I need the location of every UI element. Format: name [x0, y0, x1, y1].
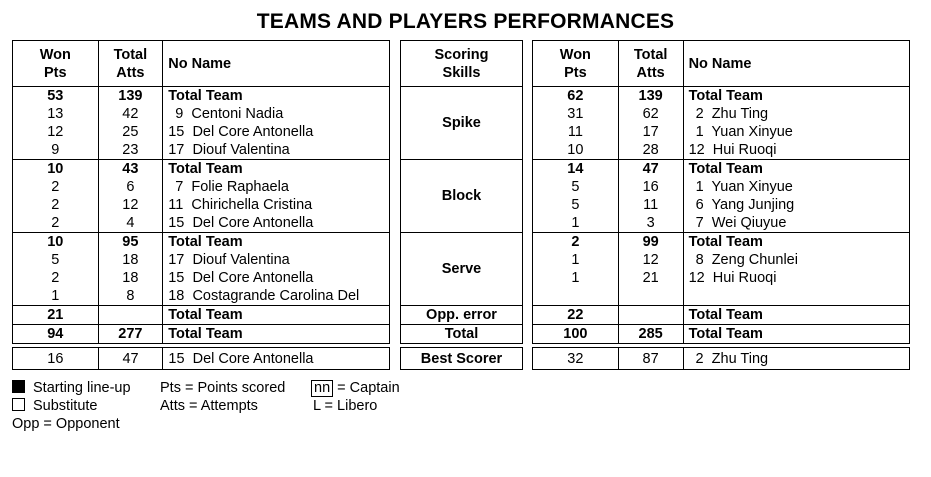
name-cell: Total Team	[163, 160, 390, 179]
table-row	[533, 325, 910, 344]
legend-middle	[160, 379, 285, 415]
table-row	[533, 196, 910, 214]
player-cell: 6 Yang Junjing	[683, 196, 909, 214]
table-row	[533, 214, 910, 233]
header-no-name: No Name	[163, 41, 390, 87]
legend-pts: Pts = Points scored	[160, 380, 286, 396]
won-pts-cell: 1	[533, 269, 619, 287]
table-row	[533, 160, 910, 179]
table-row	[13, 214, 390, 233]
atts-cell: 12	[618, 251, 683, 269]
name-cell: Total Team	[163, 306, 390, 325]
player-cell: 7 Folie Raphaela	[163, 178, 390, 196]
atts-cell: 87	[618, 348, 683, 370]
won-pts-cell: 5	[533, 178, 619, 196]
won-pts-cell: 21	[13, 306, 99, 325]
legend-substitute: Substitute	[12, 397, 131, 415]
captain-box: nn	[311, 380, 333, 397]
header-no-name: No Name	[683, 41, 909, 87]
skill-spike: Spike	[401, 87, 523, 160]
table-row	[533, 87, 910, 106]
skill-best-scorer: Best Scorer	[401, 348, 523, 370]
atts-cell: 28	[618, 141, 683, 160]
name-cell: Total Team	[163, 87, 390, 106]
atts-cell: 42	[98, 105, 163, 123]
atts-cell: 6	[98, 178, 163, 196]
left-team-table	[12, 40, 390, 344]
player-cell: 1 Yuan Xinyue	[683, 123, 909, 141]
skill-opp-error: Opp. error	[401, 306, 523, 325]
won-pts-cell: 22	[533, 306, 619, 325]
table-row	[533, 233, 910, 252]
player-cell: 8 Zeng Chunlei	[683, 251, 909, 269]
name-cell: Total Team	[683, 325, 909, 344]
won-pts-cell: 16	[13, 348, 99, 370]
legend-atts: Atts = Attempts	[160, 398, 258, 414]
name-cell: Total Team	[683, 233, 909, 252]
legend-starting: Starting line-up	[12, 379, 131, 397]
table-row	[13, 87, 390, 106]
player-cell: 18 Costagrande Carolina Del	[163, 287, 390, 306]
atts-cell: 47	[618, 160, 683, 179]
atts-cell: 12	[98, 196, 163, 214]
player-cell: 1 Yuan Xinyue	[683, 178, 909, 196]
atts-cell: 285	[618, 325, 683, 344]
legend-left	[12, 379, 131, 433]
table-row	[533, 269, 910, 287]
table-row	[533, 306, 910, 325]
atts-cell: 18	[98, 269, 163, 287]
won-pts-cell: 10	[13, 160, 99, 179]
won-pts-cell: 5	[533, 196, 619, 214]
skill-total: Total	[401, 325, 523, 344]
name-cell: Total Team	[683, 160, 909, 179]
atts-cell: 23	[98, 141, 163, 160]
skill-serve: Serve	[401, 233, 523, 306]
filled-square-icon	[12, 380, 25, 393]
won-pts-cell: 12	[13, 123, 99, 141]
atts-cell: 139	[98, 87, 163, 106]
header-won-pts: Won Pts	[13, 41, 99, 87]
player-cell: 15 Del Core Antonella	[163, 269, 390, 287]
won-pts-cell: 5	[13, 251, 99, 269]
won-pts-cell: 11	[533, 123, 619, 141]
atts-cell: 99	[618, 233, 683, 252]
table-row	[533, 178, 910, 196]
name-cell: Total Team	[163, 325, 390, 344]
won-pts-cell: 94	[13, 325, 99, 344]
atts-cell	[618, 287, 683, 306]
atts-cell: 16	[618, 178, 683, 196]
legend-captain: nn = Captain	[311, 379, 400, 397]
table-row	[13, 105, 390, 123]
table-row	[13, 251, 390, 269]
won-pts-cell: 10	[533, 141, 619, 160]
won-pts-cell: 62	[533, 87, 619, 106]
right-best-scorer	[532, 347, 910, 370]
atts-cell: 47	[98, 348, 163, 370]
won-pts-cell: 9	[13, 141, 99, 160]
legend-opp: Opp = Opponent	[12, 416, 120, 432]
table-row	[533, 123, 910, 141]
header-total-atts: Total Atts	[98, 41, 163, 87]
left-best-scorer	[12, 347, 390, 370]
won-pts-cell: 32	[533, 348, 619, 370]
table-row	[13, 287, 390, 306]
table-row	[13, 196, 390, 214]
won-pts-cell: 31	[533, 105, 619, 123]
player-cell: 7 Wei Qiuyue	[683, 214, 909, 233]
player-cell: 2 Zhu Ting	[683, 105, 909, 123]
atts-cell: 62	[618, 105, 683, 123]
player-cell: 11 Chirichella Cristina	[163, 196, 390, 214]
table-row	[13, 141, 390, 160]
atts-cell	[618, 306, 683, 325]
atts-cell: 277	[98, 325, 163, 344]
table-row	[13, 233, 390, 252]
scoring-skills-table	[400, 40, 523, 344]
atts-cell: 11	[618, 196, 683, 214]
table-row	[533, 141, 910, 160]
won-pts-cell: 2	[13, 196, 99, 214]
right-team-table	[532, 40, 910, 344]
atts-cell: 43	[98, 160, 163, 179]
table-row	[533, 251, 910, 269]
player-cell: 12 Hui Ruoqi	[683, 269, 909, 287]
player-cell: 17 Diouf Valentina	[163, 251, 390, 269]
player-cell: 2 Zhu Ting	[683, 348, 909, 370]
won-pts-cell: 2	[13, 269, 99, 287]
table-row	[13, 325, 390, 344]
player-cell: 15 Del Core Antonella	[163, 348, 390, 370]
atts-cell	[98, 306, 163, 325]
empty-square-icon	[12, 398, 25, 411]
atts-cell: 95	[98, 233, 163, 252]
won-pts-cell: 100	[533, 325, 619, 344]
table-row	[13, 306, 390, 325]
won-pts-cell: 1	[13, 287, 99, 306]
atts-cell: 3	[618, 214, 683, 233]
atts-cell: 4	[98, 214, 163, 233]
atts-cell: 8	[98, 287, 163, 306]
header-won-pts: Won Pts	[533, 41, 619, 87]
table-row	[13, 123, 390, 141]
atts-cell: 139	[618, 87, 683, 106]
won-pts-cell: 10	[13, 233, 99, 252]
won-pts-cell: 14	[533, 160, 619, 179]
won-pts-cell	[533, 287, 619, 306]
skill-block: Block	[401, 160, 523, 233]
legend-right	[311, 379, 400, 415]
player-cell: 15 Del Core Antonella	[163, 123, 390, 141]
won-pts-cell: 53	[13, 87, 99, 106]
won-pts-cell: 13	[13, 105, 99, 123]
won-pts-cell: 2	[13, 214, 99, 233]
won-pts-cell: 1	[533, 251, 619, 269]
table-row	[533, 287, 910, 306]
won-pts-cell: 1	[533, 214, 619, 233]
atts-cell: 18	[98, 251, 163, 269]
won-pts-cell: 2	[13, 178, 99, 196]
name-cell: Total Team	[683, 306, 909, 325]
table-row	[533, 105, 910, 123]
table-row	[13, 178, 390, 196]
table-row	[13, 160, 390, 179]
atts-cell: 25	[98, 123, 163, 141]
player-cell: 9 Centoni Nadia	[163, 105, 390, 123]
player-cell: 12 Hui Ruoqi	[683, 141, 909, 160]
header-scoring-skills: Scoring Skills	[401, 41, 523, 87]
page-title: TEAMS AND PLAYERS PERFORMANCES	[256, 10, 675, 33]
won-pts-cell: 2	[533, 233, 619, 252]
atts-cell: 21	[618, 269, 683, 287]
atts-cell: 17	[618, 123, 683, 141]
name-cell: Total Team	[163, 233, 390, 252]
player-cell	[683, 287, 909, 306]
player-cell: 17 Diouf Valentina	[163, 141, 390, 160]
player-cell: 15 Del Core Antonella	[163, 214, 390, 233]
table-row	[13, 269, 390, 287]
name-cell: Total Team	[683, 87, 909, 106]
legend-libero: L = Libero	[313, 398, 378, 414]
header-total-atts: Total Atts	[618, 41, 683, 87]
best-scorer-label	[400, 347, 523, 370]
